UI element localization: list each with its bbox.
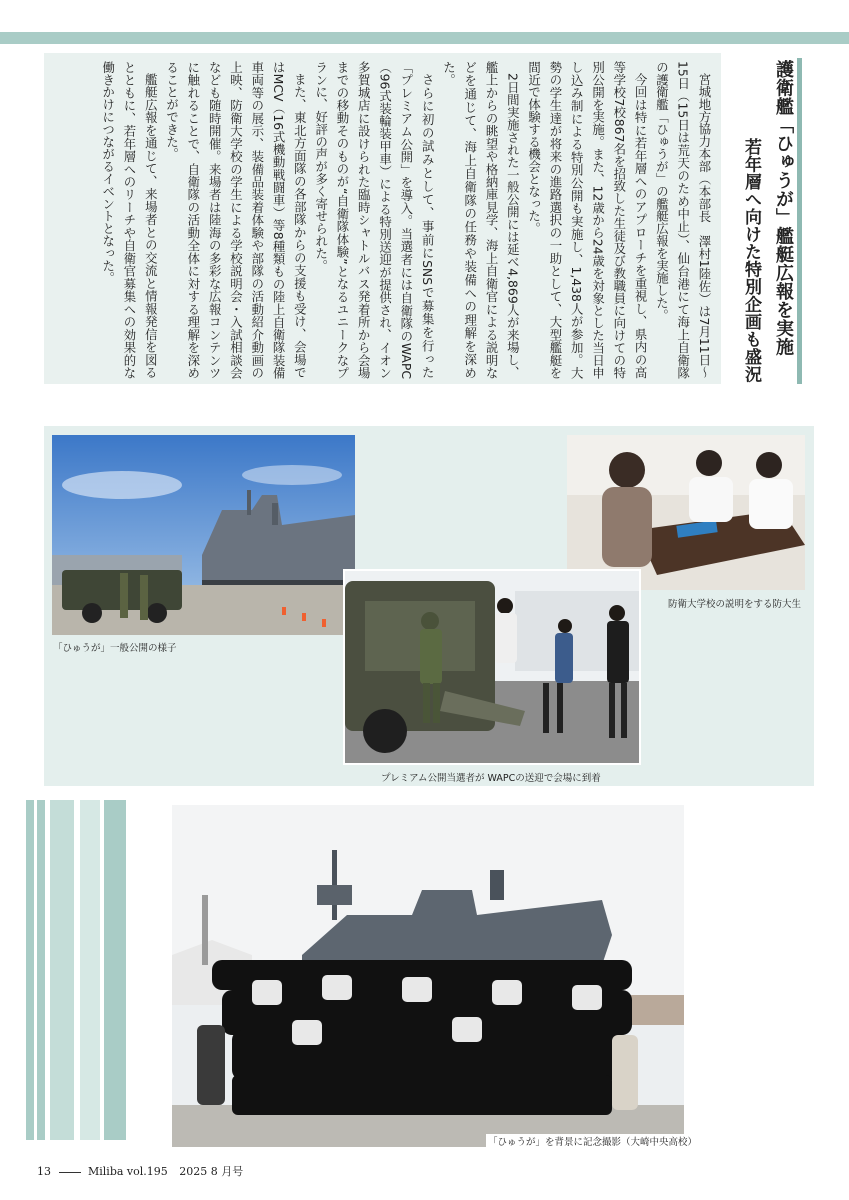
paragraph: 今回は特に若年層へのアプローチを重視し、県内の高等学校7校867名を招致した生徒及び教職員に向けての特別公開を実施。また、12歳から24歳を対象とした当日申し込み制による特別公開も実施し、1,438人が参加。大勢の学生達が将来の進路選択の一助として、大型艦艇を間近で体験する機会となった。 <box>526 61 649 379</box>
paragraph: 2日間実施された一般公開には延べ4,869人が来場し、艦上からの眺望や格納庫見学、海上自衛官による説明などを通じて、海上自衛隊の任務や装備への理解を深めた。 <box>441 61 521 379</box>
photo-wapc-arrival <box>343 569 641 765</box>
paragraph: 宮城地方協力本部（本部長 澤村1陸佐）は7月11日〜15日（15日は荒天のため中止）、仙台港にて海上自衛隊の護衛艦「ひゅうが」の艦艇広報を実施した。 <box>654 61 712 379</box>
article-subtitle: 若年層へ向けた特別企画も盛況 <box>741 138 761 383</box>
caption-photo2: プレミアム公開当選者が WAPCの送迎で会場に到着 <box>381 773 601 784</box>
page-footer <box>37 1163 243 1179</box>
article-title: 護衛艦「ひゅうが」艦艇広報を実施 <box>773 60 794 356</box>
photo-ship-public-opening <box>52 435 355 635</box>
photo-defense-academy-students <box>567 435 805 590</box>
decorative-stripe <box>37 800 45 1140</box>
caption-photo1: 「ひゅうが」一般公開の様子 <box>53 643 177 654</box>
decorative-stripe <box>104 800 126 1140</box>
footer-dash <box>59 1172 81 1173</box>
caption-photo3: 防衛大学校の説明をする防大生 <box>668 599 802 610</box>
page-number: 13 <box>37 1165 51 1178</box>
decorative-stripe <box>26 800 34 1140</box>
caption-photo4: 「ひゅうが」を背景に記念撮影（大崎中央高校） <box>486 1134 699 1148</box>
paragraph: さらに初の試みとして、事前にSNSで募集を行った「プレミアム公開」を導入。当選者には自衛隊のWAPC（96式装輪装甲車）による特別送迎が提供され、イオン多賀城店に設けられた臨時シャトルバス発着所から会場までの移動そのものが“自衛隊体験”となるユニークなプランに、好評の声が多く寄せられた。 <box>313 61 436 379</box>
paragraph: また、東北方面隊の各部隊からの支援も受け、会場ではMCV（16式機動戦闘車）等8種類もの陸上自衛隊装備車両等の展示、装備品装着体験や部隊の活動紹介動画の上映、防衛大学校の学生による学校説明会・入試相談会なども随時開催。来場者は陸海の多彩な広報コンテンツに触れることで、自衛隊の活動全体に対する理解を深めることができた。 <box>164 61 308 379</box>
top-color-bar <box>0 32 849 44</box>
decorative-stripe <box>80 800 100 1140</box>
magazine-name: Miliba vol.195 <box>88 1165 168 1178</box>
decorative-stripe <box>50 800 74 1140</box>
article-body-box <box>44 53 721 384</box>
article-text-column <box>97 61 715 379</box>
article-body <box>50 61 715 379</box>
issue-date: 2025 8 月号 <box>179 1165 244 1178</box>
paragraph: 艦艇広報を通じて、来場者との交流と情報発信を図るとともに、若年層へのリーチや自衛官募集への効果的な働きかけにつながるイベントとなった。 <box>100 61 159 379</box>
photo-group-commemorative <box>172 805 684 1147</box>
title-rule <box>797 58 802 384</box>
